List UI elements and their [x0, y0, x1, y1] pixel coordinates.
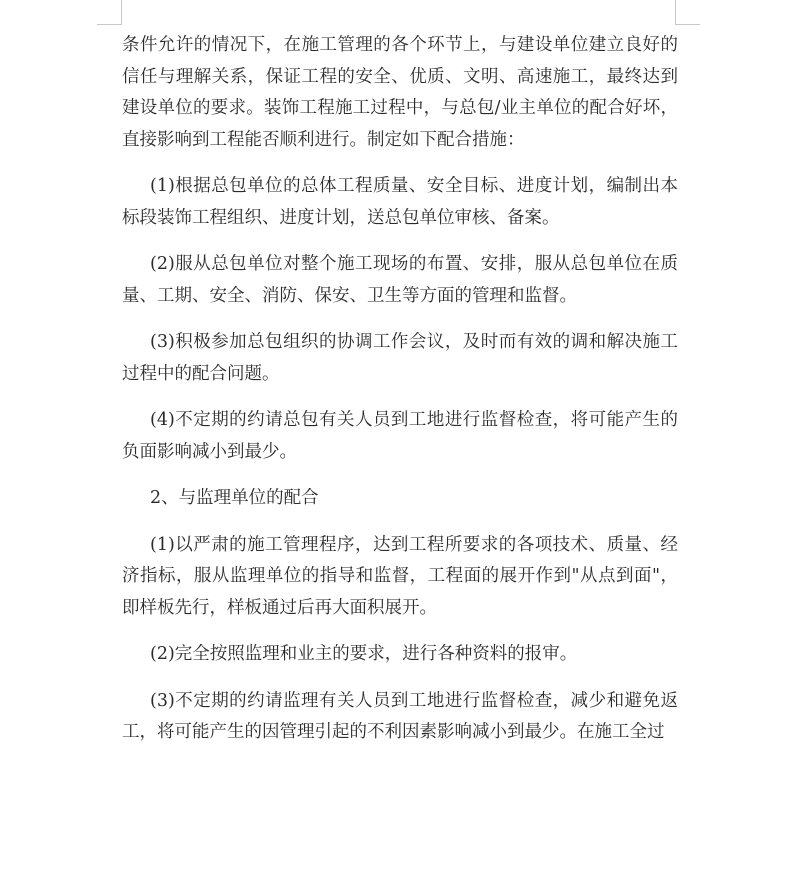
- paragraph-supervision-1: (1)以严肃的施工管理程序，达到工程所要求的各项技术、质量、经济指标，服从监理单位的指导和监督，工程面的展开作到"从点到面"，即样板先行，样板通过后再大面积展开。: [122, 534, 678, 618]
- crop-mark-top-left: [97, 0, 122, 25]
- crop-mark-top-right: [675, 0, 700, 25]
- section-heading-supervision: 2、与监理单位的配合: [150, 488, 319, 508]
- paragraph-intro: 条件允许的情况下，在施工管理的各个环节上，与建设单位建立良好的信任与理解关系，保证工程的安全、优质、文明、高速施工，最终达到建设单位的要求。装饰工程施工过程中，与总包/业主单位的配合好坏，直接影响到工程能否顺利进行。制定如下配合措施：: [122, 35, 678, 150]
- paragraph-item-3: (3)积极参加总包组织的协调工作会议，及时而有效的调和解决施工过程中的配合问题。: [122, 332, 678, 384]
- paragraph-item-1: (1)根据总包单位的总体工程质量、安全目标、进度计划，编制出本标段装饰工程组织、进度计划，送总包单位审核、备案。: [122, 176, 678, 228]
- paragraph-supervision-2: (2)完全按照监理和业主的要求，进行各种资料的报审。: [150, 644, 578, 664]
- paragraph-item-2: (2)服从总包单位对整个施工现场的布置、安排，服从总包单位在质量、工期、安全、消防、保安、卫生等方面的管理和监督。: [122, 254, 678, 306]
- paragraph-item-4: (4)不定期的约请总包有关人员到工地进行监督检查，将可能产生的负面影响减小到最少。: [122, 410, 678, 462]
- document-body: [122, 30, 678, 749]
- paragraph-supervision-3: (3)不定期的约请监理有关人员到工地进行监督检查，减少和避免返工，将可能产生的因管理引起的不利因素影响减小到最少。在施工全过: [122, 690, 678, 742]
